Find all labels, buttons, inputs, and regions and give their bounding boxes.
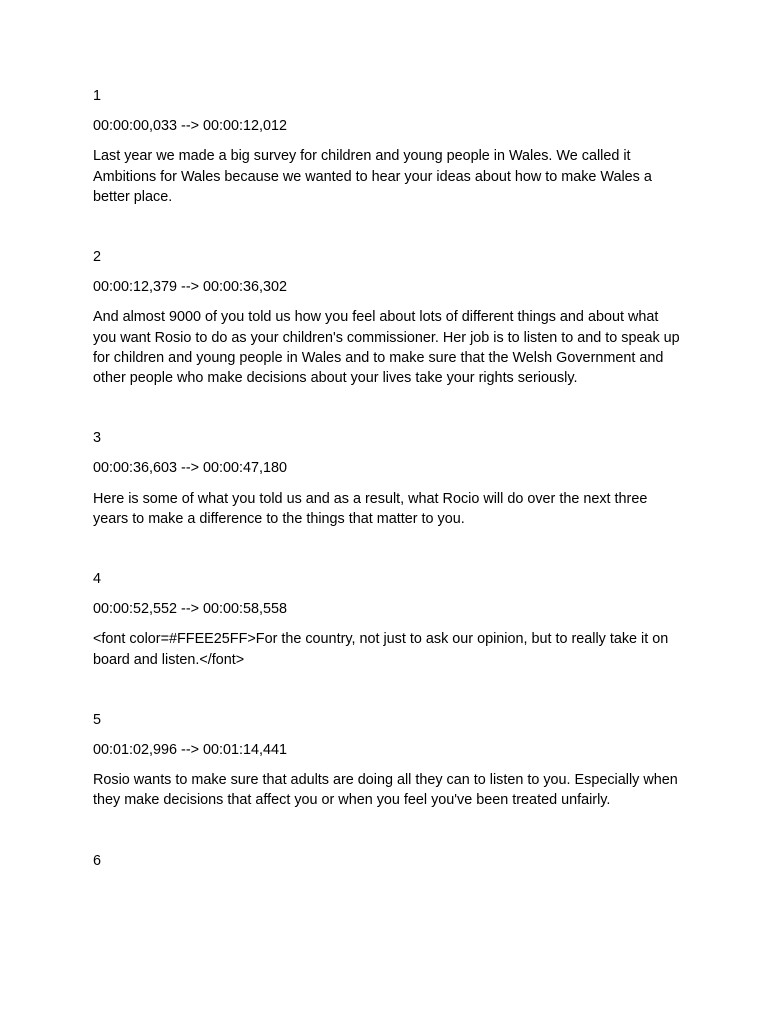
- cue-text: And almost 9000 of you told us how you feel about lots of different things and about what you want Rosio to do as your children's commissioner. Her job is to listen to and to speak up for children and young people in Wales and to make sure that the Welsh Government and other people who make decisions about your lives take your rights seriously.: [93, 309, 684, 387]
- cue-text: Here is some of what you told us and as a result, what Rocio will do over the next three years to make a difference to the things that matter to you.: [93, 490, 652, 527]
- cue-text: <font color=#FFEE25FF>For the country, not just to ask our opinion, but to really take it on board and listen.</font>: [93, 631, 673, 668]
- cue-text: Rosio wants to make sure that adults are doing all they can to listen to you. Especially when they make decisions that affect you or when you feel you've been treated unfairly.: [93, 772, 682, 809]
- cue-index: 4: [93, 571, 102, 588]
- subtitle-cue: [93, 851, 683, 871]
- cue-text: Last year we made a big survey for children and young people in Wales. We called it Ambitions for Wales because we wanted to hear your ideas about how to make Wales a better place.: [93, 148, 656, 205]
- cue-timestamp: 00:01:02,996 --> 00:01:14,441: [93, 742, 288, 759]
- cue-index: 5: [93, 711, 102, 728]
- cue-timestamp: 00:00:12,379 --> 00:00:36,302: [93, 279, 288, 296]
- cue-index: 2: [93, 249, 102, 266]
- subtitle-cue: [93, 247, 683, 388]
- subtitle-cue: [93, 86, 683, 207]
- cue-timestamp: 00:00:36,603 --> 00:00:47,180: [93, 460, 288, 477]
- subtitle-document: [93, 86, 683, 871]
- subtitle-cue: [93, 428, 683, 529]
- cue-index: 3: [93, 430, 102, 447]
- cue-index: 1: [93, 88, 102, 104]
- subtitle-cue: [93, 569, 683, 670]
- cue-timestamp: 00:00:52,552 --> 00:00:58,558: [93, 601, 288, 618]
- cue-index: 6: [93, 852, 102, 869]
- cue-timestamp: 00:00:00,033 --> 00:00:12,012: [93, 118, 288, 135]
- subtitle-cue: [93, 710, 683, 811]
